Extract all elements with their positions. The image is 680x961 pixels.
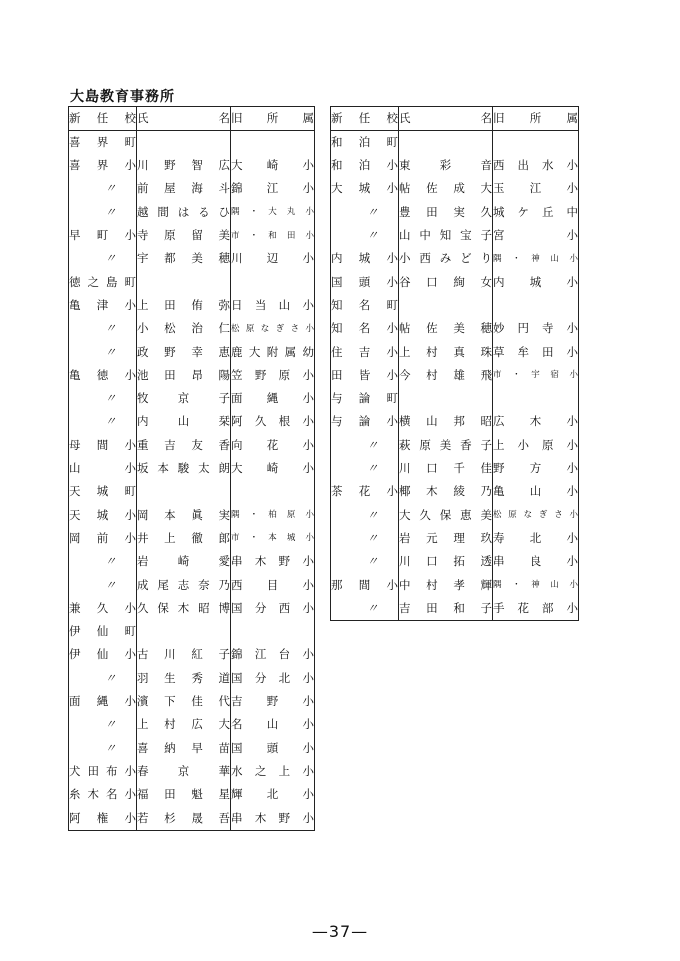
new-school-cell: 〃: [331, 224, 399, 247]
assignment-row: [69, 527, 315, 550]
previous-assignment-cell: 隅・柏原小: [231, 504, 315, 527]
previous-assignment-cell: 串木野小: [231, 550, 315, 573]
assignment-row: [69, 411, 315, 434]
empty-cell: [231, 271, 315, 294]
town-heading: 与論町: [331, 387, 399, 410]
new-school-cell: 住吉小: [331, 341, 399, 364]
previous-assignment-cell: 向花小: [231, 434, 315, 457]
previous-assignment-cell: 市・宇宿小: [493, 364, 579, 387]
teacher-name-cell: 若杉晟吾: [137, 807, 231, 831]
empty-cell: [137, 131, 231, 155]
empty-cell: [231, 480, 315, 503]
teacher-name-cell: 池田昂陽: [137, 364, 231, 387]
assignment-row: [331, 247, 579, 270]
teacher-name-cell: 牧京子: [137, 387, 231, 410]
teacher-name-cell: 川口千佳: [399, 457, 493, 480]
previous-assignment-cell: 国分西小: [231, 597, 315, 620]
teacher-name-cell: 越間はるひ: [137, 201, 231, 224]
assignment-row: [69, 434, 315, 457]
previous-assignment-cell: 水之上小: [231, 760, 315, 783]
previous-assignment-cell: 錦江台小: [231, 644, 315, 667]
roster-body-left: [69, 131, 315, 831]
teacher-name-cell: 福田魁星: [137, 783, 231, 806]
previous-assignment-cell: 隅・大丸小: [231, 201, 315, 224]
previous-assignment-cell: 阿久根小: [231, 411, 315, 434]
teacher-name-cell: 宇都美穂: [137, 247, 231, 270]
assignment-row: [331, 550, 579, 573]
empty-cell: [137, 620, 231, 643]
teacher-name-cell: 川野智広: [137, 154, 231, 177]
previous-assignment-cell: 隅・神山小: [493, 574, 579, 597]
new-school-cell: 知名小: [331, 317, 399, 340]
teacher-name-cell: 岩崎愛: [137, 550, 231, 573]
previous-assignment-cell: 松原なぎさ小: [493, 504, 579, 527]
previous-assignment-cell: 日当山小: [231, 294, 315, 317]
empty-cell: [137, 271, 231, 294]
new-school-cell: 与論小: [331, 411, 399, 434]
teacher-name-cell: 山中知宝子: [399, 224, 493, 247]
new-school-cell: 和泊小: [331, 154, 399, 177]
teacher-name-cell: 春京華: [137, 760, 231, 783]
assignment-row: [331, 504, 579, 527]
new-school-cell: 〃: [69, 201, 137, 224]
assignment-row: [69, 247, 315, 270]
town-heading-row: [69, 620, 315, 643]
empty-cell: [493, 294, 579, 317]
previous-assignment-cell: 妙円寺小: [493, 317, 579, 340]
previous-assignment-cell: 上小原小: [493, 434, 579, 457]
previous-assignment-cell: 玉江小: [493, 178, 579, 201]
previous-assignment-cell: 野方小: [493, 457, 579, 480]
teacher-name-cell: 坂本駿太朗: [137, 457, 231, 480]
new-school-cell: 〃: [331, 597, 399, 621]
teacher-name-cell: 横山邦昭: [399, 411, 493, 434]
previous-assignment-cell: 広木小: [493, 411, 579, 434]
teacher-name-cell: 小西みどり: [399, 247, 493, 270]
teacher-name-cell: 上田侑弥: [137, 294, 231, 317]
assignment-row: [69, 387, 315, 410]
header-row: [331, 107, 579, 131]
assignment-row: [331, 317, 579, 340]
previous-assignment-cell: 輝北小: [231, 783, 315, 806]
teacher-name-cell: 豊田実久: [399, 201, 493, 224]
new-school-cell: 〃: [69, 317, 137, 340]
previous-assignment-cell: 城ケ丘中: [493, 201, 579, 224]
new-school-cell: 〃: [331, 201, 399, 224]
new-school-cell: 喜界小: [69, 154, 137, 177]
teacher-name-cell: 小松治仁: [137, 317, 231, 340]
new-school-cell: 大城小: [331, 178, 399, 201]
new-school-cell: 兼久小: [69, 597, 137, 620]
new-school-cell: 〃: [331, 457, 399, 480]
town-heading-row: [331, 294, 579, 317]
assignment-row: [69, 178, 315, 201]
assignment-row: [69, 597, 315, 620]
town-heading: 徳之島町: [69, 271, 137, 294]
new-school-cell: 〃: [69, 341, 137, 364]
assignment-row: [69, 737, 315, 760]
assignment-row: [331, 457, 579, 480]
header-previous-assignment: 旧所属: [231, 107, 315, 131]
assignment-row: [331, 597, 579, 621]
new-school-cell: 〃: [69, 667, 137, 690]
previous-assignment-cell: 名山小: [231, 713, 315, 736]
assignment-row: [331, 527, 579, 550]
previous-assignment-cell: 笠野原小: [231, 364, 315, 387]
empty-cell: [231, 620, 315, 643]
new-school-cell: 〃: [69, 387, 137, 410]
assignment-row: [331, 434, 579, 457]
new-school-cell: 国頭小: [331, 271, 399, 294]
empty-cell: [493, 131, 579, 155]
assignment-row: [331, 271, 579, 294]
new-school-cell: 〃: [69, 574, 137, 597]
new-school-cell: 〃: [69, 247, 137, 270]
new-school-cell: 天城小: [69, 504, 137, 527]
new-school-cell: 亀津小: [69, 294, 137, 317]
teacher-name-cell: 帖佐美穂: [399, 317, 493, 340]
assignment-row: [69, 690, 315, 713]
roster-table-right: [330, 106, 579, 621]
previous-assignment-cell: 西出水小: [493, 154, 579, 177]
new-school-cell: 田皆小: [331, 364, 399, 387]
town-heading: 伊仙町: [69, 620, 137, 643]
header-previous-assignment: 旧所属: [493, 107, 579, 131]
teacher-name-cell: 岡本眞実: [137, 504, 231, 527]
assignment-row: [331, 341, 579, 364]
teacher-name-cell: 羽生秀道: [137, 667, 231, 690]
new-school-cell: 〃: [69, 737, 137, 760]
teacher-name-cell: 濱下佳代: [137, 690, 231, 713]
previous-assignment-cell: 国頭小: [231, 737, 315, 760]
previous-assignment-cell: 寿北小: [493, 527, 579, 550]
assignment-row: [69, 760, 315, 783]
new-school-cell: 茶花小: [331, 480, 399, 503]
town-heading-row: [331, 387, 579, 410]
new-school-cell: 糸木名小: [69, 783, 137, 806]
new-school-cell: 那間小: [331, 574, 399, 597]
new-school-cell: 〃: [331, 504, 399, 527]
teacher-name-cell: 上村広大: [137, 713, 231, 736]
new-school-cell: 〃: [69, 411, 137, 434]
assignment-row: [69, 644, 315, 667]
previous-assignment-cell: 吉野小: [231, 690, 315, 713]
town-heading: 知名町: [331, 294, 399, 317]
teacher-name-cell: 岩元理玖: [399, 527, 493, 550]
assignment-row: [69, 201, 315, 224]
new-school-cell: 〃: [331, 527, 399, 550]
roster-table-left: [68, 106, 315, 831]
assignment-row: [331, 364, 579, 387]
assignment-row: [69, 364, 315, 387]
teacher-name-cell: 椰木綾乃: [399, 480, 493, 503]
teacher-name-cell: 大久保恵美: [399, 504, 493, 527]
teacher-name-cell: 政野幸恵: [137, 341, 231, 364]
previous-assignment-cell: 大崎小: [231, 457, 315, 480]
assignment-row: [331, 154, 579, 177]
new-school-cell: 〃: [331, 550, 399, 573]
assignment-row: [69, 783, 315, 806]
header-row: [69, 107, 315, 131]
new-school-cell: 岡前小: [69, 527, 137, 550]
previous-assignment-cell: 大崎小: [231, 154, 315, 177]
teacher-name-cell: 喜納早苗: [137, 737, 231, 760]
assignment-row: [69, 224, 315, 247]
assignment-row: [69, 667, 315, 690]
new-school-cell: 伊仙小: [69, 644, 137, 667]
assignment-row: [331, 201, 579, 224]
teacher-name-cell: 谷口絢女: [399, 271, 493, 294]
empty-cell: [231, 131, 315, 155]
new-school-cell: 〃: [331, 434, 399, 457]
new-school-cell: 山小: [69, 457, 137, 480]
header-name: 氏名: [137, 107, 231, 131]
teacher-name-cell: 成尾志奈乃: [137, 574, 231, 597]
assignment-row: [331, 480, 579, 503]
empty-cell: [399, 294, 493, 317]
assignment-row: [69, 294, 315, 317]
town-heading-row: [69, 271, 315, 294]
assignment-row: [331, 411, 579, 434]
teacher-name-cell: 上村真珠: [399, 341, 493, 364]
assignment-row: [69, 341, 315, 364]
teacher-name-cell: 重吉友香: [137, 434, 231, 457]
previous-assignment-cell: 内城小: [493, 271, 579, 294]
new-school-cell: 〃: [69, 550, 137, 573]
assignment-row: [69, 504, 315, 527]
teacher-name-cell: 寺原留美: [137, 224, 231, 247]
assignment-row: [69, 550, 315, 573]
teacher-name-cell: 吉田和子: [399, 597, 493, 621]
town-heading: 和泊町: [331, 131, 399, 155]
assignment-row: [331, 574, 579, 597]
teacher-name-cell: 萩原美香子: [399, 434, 493, 457]
assignment-row: [69, 713, 315, 736]
teacher-name-cell: 前屋海斗: [137, 178, 231, 201]
previous-assignment-cell: 鹿大附属幼: [231, 341, 315, 364]
previous-assignment-cell: 手花部小: [493, 597, 579, 621]
page-number: —37—: [311, 922, 369, 941]
roster-body-right: [331, 131, 579, 621]
previous-assignment-cell: 松原なぎさ小: [231, 317, 315, 340]
previous-assignment-cell: 隅・神山小: [493, 247, 579, 270]
previous-assignment-cell: 串木野小: [231, 807, 315, 831]
new-school-cell: 内城小: [331, 247, 399, 270]
empty-cell: [137, 480, 231, 503]
header-new-school: 新任校: [331, 107, 399, 131]
teacher-name-cell: 井上徹郎: [137, 527, 231, 550]
new-school-cell: 〃: [69, 713, 137, 736]
town-heading-row: [69, 480, 315, 503]
new-school-cell: 母間小: [69, 434, 137, 457]
previous-assignment-cell: 市・和田小: [231, 224, 315, 247]
header-new-school: 新任校: [69, 107, 137, 131]
assignment-row: [69, 574, 315, 597]
empty-cell: [493, 387, 579, 410]
teacher-name-cell: 東彩音: [399, 154, 493, 177]
assignment-row: [69, 154, 315, 177]
previous-assignment-cell: 面縄小: [231, 387, 315, 410]
office-title: 大島教育事務所: [70, 89, 175, 105]
new-school-cell: 面縄小: [69, 690, 137, 713]
teacher-name-cell: 帖佐成大: [399, 178, 493, 201]
previous-assignment-cell: 串良小: [493, 550, 579, 573]
teacher-name-cell: 中村孝輝: [399, 574, 493, 597]
previous-assignment-cell: 草牟田小: [493, 341, 579, 364]
new-school-cell: 〃: [69, 178, 137, 201]
town-heading: 天城町: [69, 480, 137, 503]
town-heading-row: [331, 131, 579, 155]
header-name: 氏名: [399, 107, 493, 131]
empty-cell: [399, 387, 493, 410]
teacher-name-cell: 古川紅子: [137, 644, 231, 667]
new-school-cell: 犬田布小: [69, 760, 137, 783]
previous-assignment-cell: 宮小: [493, 224, 579, 247]
previous-assignment-cell: 市・本城小: [231, 527, 315, 550]
previous-assignment-cell: 国分北小: [231, 667, 315, 690]
assignment-row: [69, 317, 315, 340]
assignment-row: [69, 457, 315, 480]
teacher-name-cell: 内山栞: [137, 411, 231, 434]
assignment-row: [331, 178, 579, 201]
previous-assignment-cell: 亀山小: [493, 480, 579, 503]
previous-assignment-cell: 川辺小: [231, 247, 315, 270]
teacher-name-cell: 川口拓透: [399, 550, 493, 573]
town-heading: 喜界町: [69, 131, 137, 155]
teacher-name-cell: 久保木昭博: [137, 597, 231, 620]
empty-cell: [399, 131, 493, 155]
teacher-name-cell: 今村雄飛: [399, 364, 493, 387]
assignment-row: [331, 224, 579, 247]
new-school-cell: 亀徳小: [69, 364, 137, 387]
new-school-cell: 早町小: [69, 224, 137, 247]
town-heading-row: [69, 131, 315, 155]
previous-assignment-cell: 西目小: [231, 574, 315, 597]
previous-assignment-cell: 錦江小: [231, 178, 315, 201]
new-school-cell: 阿権小: [69, 807, 137, 831]
assignment-row: [69, 807, 315, 831]
